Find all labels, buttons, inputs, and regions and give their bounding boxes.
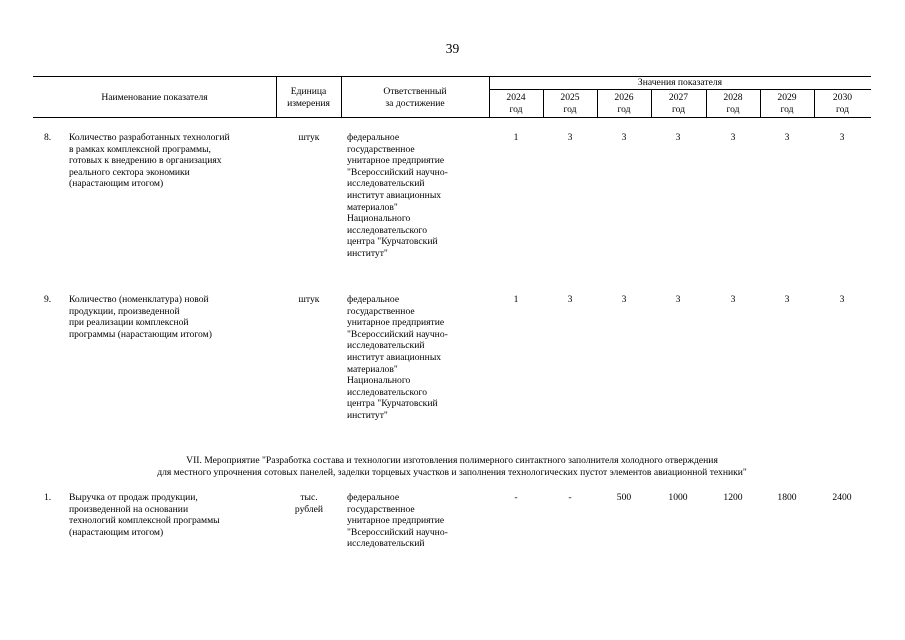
row-value-2029: 3 (784, 294, 790, 305)
row-indicator-name: Количество разработанных технологий в рамках комплексной программы, готовых к внедрению в организациях реального сектора экономики (нарастающим итогом) (69, 132, 230, 190)
header-year-2027: 2027 год (668, 92, 689, 115)
row-value-2028: 1200 (723, 492, 743, 503)
row-responsible: федеральное государственное унитарное предприятие "Всероссийский научно- исследовательский (347, 492, 448, 550)
row-indicator-name: Выручка от продаж продукции, произведенной на основании технологий комплексной программы (нарастающим итогом) (69, 492, 220, 538)
row-number: 9. (44, 294, 52, 305)
row-unit: тыс. рублей (294, 492, 324, 515)
row-value-2027: 1000 (668, 492, 688, 503)
row-value-2027: 3 (675, 294, 681, 305)
row-value-2026: 500 (616, 492, 632, 503)
row-value-2025: 3 (567, 132, 573, 143)
page-number: 39 (445, 41, 460, 56)
row-value-2024: 1 (513, 294, 519, 305)
row-value-2030: 3 (839, 132, 845, 143)
row-responsible: федеральное государственное унитарное предприятие "Всероссийский научно- исследовательский институт авиационных материалов" Национального исследовательского центра "Курчатовский институт" (347, 294, 448, 421)
row-unit: штук (298, 294, 320, 305)
table-header-bottom-border (33, 117, 871, 118)
row-value-2024: - (514, 492, 518, 503)
header-unit: Единица измерения (287, 86, 330, 109)
section-title: VII. Мероприятие "Разработка состава и технологии изготовления полимерного синтактного заполнителя холодного отверждения для местного упрочнения сотовых панелей, заделки торцевых участков и заполнения технологических пустот элементов авиационной техники" (157, 455, 747, 478)
header-year-2030: 2030 год (832, 92, 853, 115)
row-value-2027: 3 (675, 132, 681, 143)
row-value-2028: 3 (730, 294, 736, 305)
row-value-2029: 3 (784, 132, 790, 143)
header-responsible: Ответственный за достижение (383, 86, 447, 109)
header-year-2029: 2029 год (777, 92, 797, 115)
row-value-2025: 3 (567, 294, 573, 305)
header-year-2025: 2025 год (560, 92, 580, 115)
row-value-2026: 3 (621, 132, 627, 143)
row-unit: штук (298, 132, 320, 143)
header-year-2026: 2026 год (614, 92, 634, 115)
row-value-2028: 3 (730, 132, 736, 143)
row-number: 1. (44, 492, 52, 503)
row-value-2030: 3 (839, 294, 845, 305)
row-responsible: федеральное государственное унитарное предприятие "Всероссийский научно- исследовательский институт авиационных материалов" Национального исследовательского центра "Курчатовский институт" (347, 132, 448, 259)
row-value-2030: 2400 (832, 492, 852, 503)
header-year-2024: 2024 год (506, 92, 526, 115)
header-year-2028: 2028 год (723, 92, 743, 115)
row-number: 8. (44, 132, 52, 143)
row-value-2029: 1800 (777, 492, 797, 503)
row-value-2026: 3 (621, 294, 627, 305)
row-indicator-name: Количество (номенклатура) новой продукции, произведенной при реализации комплексной программы (нарастающим итогом) (69, 294, 212, 340)
header-values-group: Значения показателя (637, 77, 723, 88)
row-value-2024: 1 (513, 132, 519, 143)
header-name: Наименование показателя (101, 92, 208, 103)
row-value-2025: - (568, 492, 572, 503)
